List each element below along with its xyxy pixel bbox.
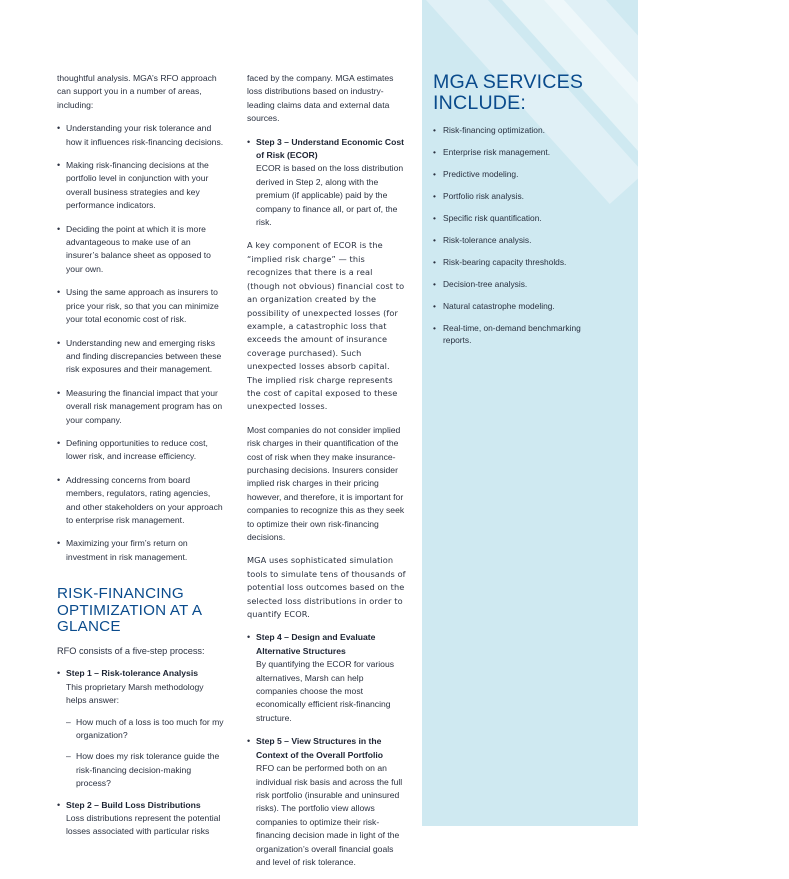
paragraph: Most companies do not consider implied risk charges in their quantification of the cost of risk when they make insurance-purchasing decisions. Insurers consider implied risk charges in their pricing however, and therefore, it is important for companies to recognize this as they seek to optimize their own risk-financing decisions. [247, 424, 405, 542]
services-panel [433, 72, 603, 356]
step-5-text: RFO can be performed both on an individual risk basis and across the full risk portfolio (insurable and uninsured risks). The portfolio view allows companies to optimize their risk-financing decision made in light of the organization’s overall financial goals and level of risk tolerance. [256, 763, 403, 867]
service-item: • Real-time, on-demand benchmarking reports. [433, 322, 603, 347]
list-item: • Understanding your risk tolerance and how it influences risk-financing decisions. [57, 122, 225, 149]
list-item: • Making risk-financing decisions at the portfolio level in conjunction with your overall business strategies and key performance indicators. [57, 159, 225, 213]
steps-list [57, 667, 225, 838]
service-item: • Natural catastrophe modeling. [433, 300, 603, 313]
question-item: – How much of a loss is too much for my organization? [66, 716, 225, 743]
column-left [57, 72, 225, 849]
list-item: • Maximizing your firm’s return on investment in risk management. [57, 537, 225, 564]
section-title: RISK-FINANCING OPTIMIZATION AT A GLANCE [57, 585, 202, 636]
service-item: • Specific risk quantification. [433, 212, 603, 225]
paragraph: MGA uses sophisticated simulation tools to simulate tens of thousands of potential loss outcomes based on the selected loss distributions in order to quantify ECOR. [247, 555, 406, 620]
services-list [433, 124, 603, 347]
step-5-title: • Step 5 – View Structures in the Context of the Overall Portfolio [256, 736, 384, 760]
service-item: • Portfolio risk analysis. [433, 190, 603, 203]
step-4-title: • Step 4 – Design and Evaluate Alternative Structures [256, 632, 376, 656]
step-2-text: Loss distributions represent the potential losses associated with particular risks [66, 813, 221, 837]
step-5 [247, 735, 407, 869]
column-middle [247, 72, 407, 879]
step-3-title: • Step 3 – Understand Economic Cost of Risk (ECOR) [256, 136, 405, 161]
list-item: • Deciding the point at which it is more advantageous to make use of an insurer’s balance sheet as opposed to your own. [57, 223, 225, 277]
list-item: • Understanding new and emerging risks and finding discrepancies between these risk exposures and their management. [57, 337, 225, 377]
list-item: • Defining opportunities to reduce cost, lower risk, and increase efficiency. [57, 437, 225, 464]
services-title: MGA SERVICES INCLUDE: [433, 71, 584, 114]
ecor-paragraph: A key component of ECOR is the “implied risk charge” — this recognizes that there is a real (though not obvious) financial cost to an organization created by the possibility of unexpected losses (for example, a catastrophic loss that exceeds the amount of insurance coverage purchased). Such unexpected losses absorb capital. The implied risk charge represents the cost of capital exposed to these unexpected losses. [247, 240, 405, 412]
step-1 [57, 667, 225, 790]
service-item: • Enterprise risk management. [433, 146, 603, 159]
question-item: – How does my risk tolerance guide the risk-financing decision-making process? [66, 750, 225, 790]
step-4 [247, 631, 407, 725]
step-3 [247, 136, 407, 230]
steps-list-continued [247, 631, 407, 869]
step-1-title: • Step 1 – Risk-tolerance Analysis [66, 668, 198, 679]
service-item: • Predictive modeling. [433, 168, 603, 181]
steps-list-continued [247, 136, 407, 230]
benefits-list [57, 122, 225, 564]
list-item: • Measuring the financial impact that your overall risk management program has on your company. [57, 387, 225, 427]
paragraph: faced by the company. MGA estimates loss distributions based on industry-leading claims data and external data sources. [247, 73, 394, 124]
step-2-title: • Step 2 – Build Loss Distributions [66, 799, 201, 810]
step-4-text: By quantifying the ECOR for various alternatives, Marsh can help companies choose the most economically efficient risk-financing structure. [256, 659, 395, 723]
list-item: • Addressing concerns from board members, regulators, rating agencies, and other stakeholders on your approach to enterprise risk management. [57, 474, 225, 528]
service-item: • Risk-financing optimization. [433, 124, 603, 137]
section-intro: RFO consists of a five-step process: [57, 645, 205, 656]
list-item: • Using the same approach as insurers to price your risk, so that you can minimize your total economic cost of risk. [57, 286, 225, 326]
step-3-text: ECOR is based on the loss distribution derived in Step 2, along with the premium (if applicable) paid by the company to finance all, or part of, the risk. [256, 163, 404, 228]
service-item: • Risk-tolerance analysis. [433, 234, 603, 247]
step-1-questions [66, 716, 225, 791]
service-item: • Decision-tree analysis. [433, 278, 603, 291]
step-1-text: This proprietary Marsh methodology helps answer: [66, 681, 204, 706]
service-item: • Risk-bearing capacity thresholds. [433, 256, 603, 269]
step-2 [57, 799, 225, 839]
intro-paragraph: thoughtful analysis. MGA’s RFO approach can support you in a number of areas, including: [57, 73, 217, 110]
